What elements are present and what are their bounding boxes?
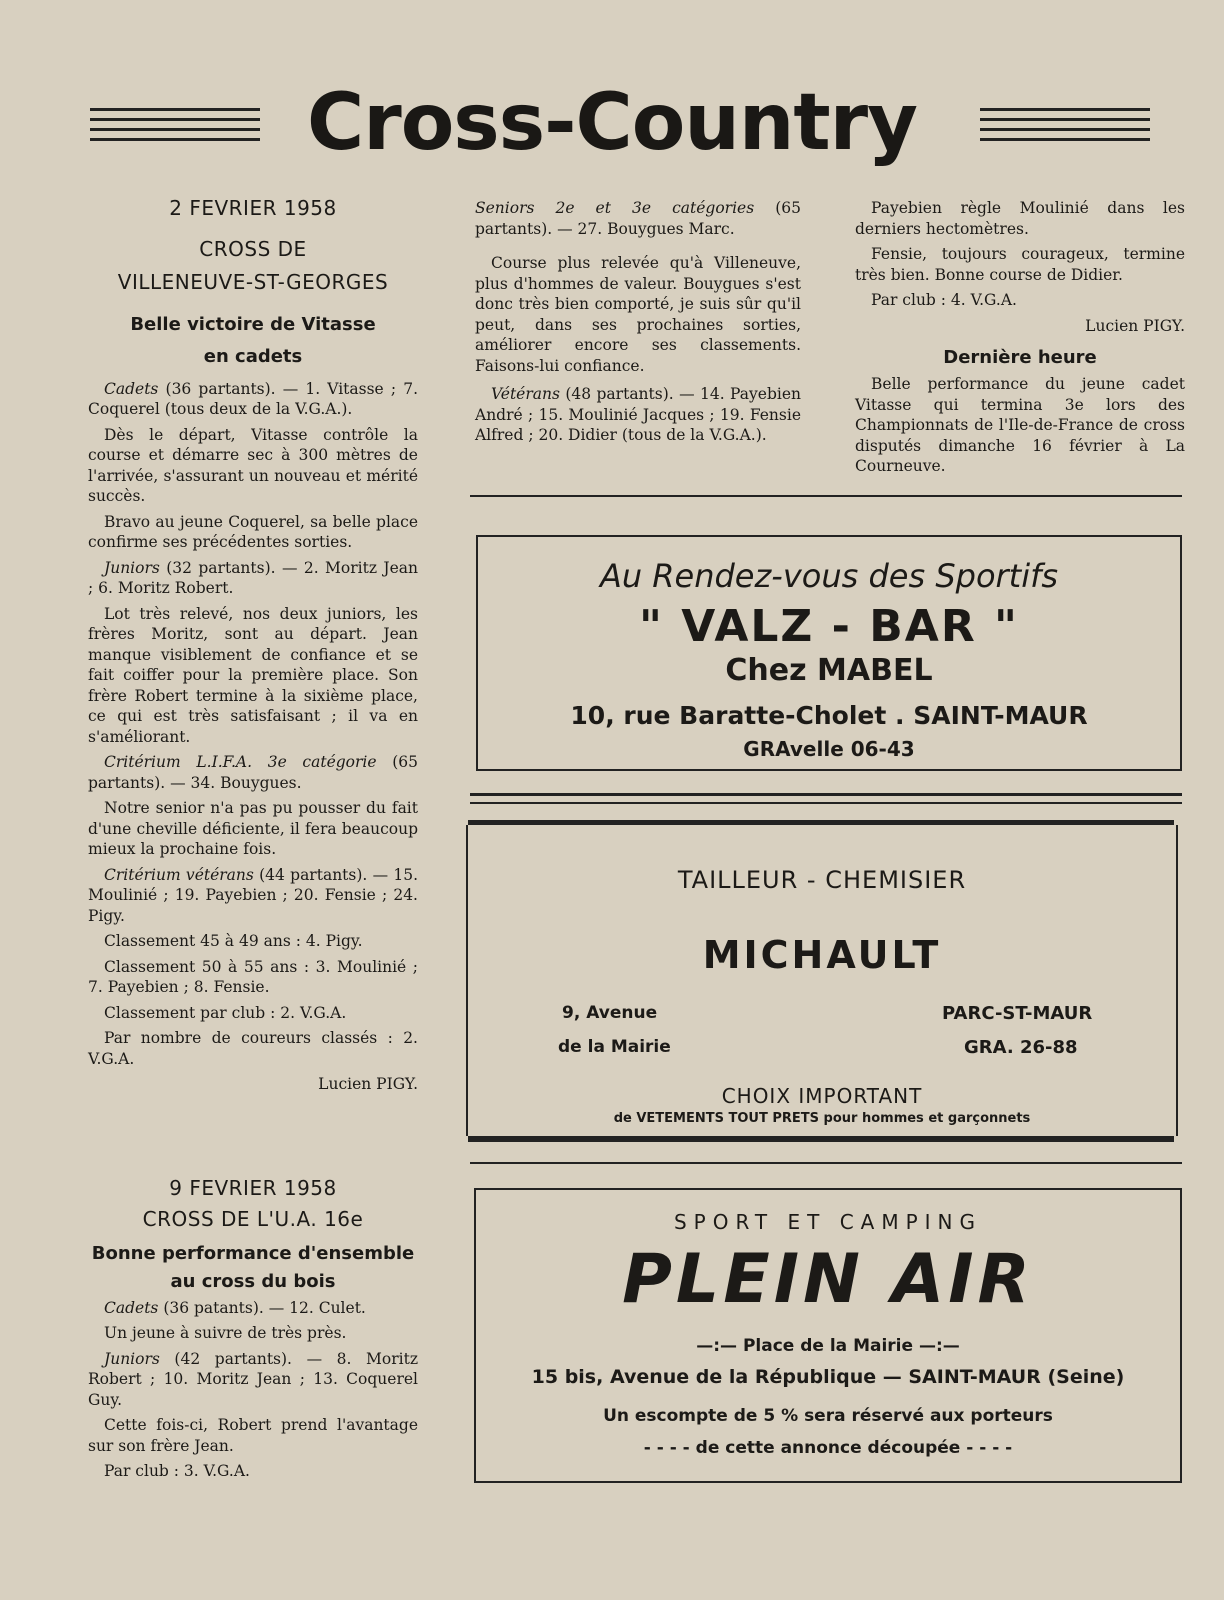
ad1-phone: GRAvelle 06-43 (743, 737, 915, 761)
ad-michault (466, 825, 1178, 1136)
divider (470, 802, 1182, 804)
article2-juniors (88, 1349, 418, 1411)
article2-subtitle-line1: Bonne performance d'ensemble (91, 1242, 415, 1264)
article1-juniors (88, 558, 418, 599)
ad2-addr-line2: de la Mairie (558, 1037, 671, 1057)
article1-cadets (88, 379, 418, 420)
article1-cadets-text: (36 partants). — 1. Vitasse ; 7. Coquerel (tous deux de la V.G.A.). (88, 379, 418, 418)
article1-title-line1: CROSS DE (199, 236, 307, 261)
article1-juniors-text: (32 partants). — 2. Moritz Jean ; 6. Moritz Robert. (88, 558, 418, 597)
ad2-addr-line1: 9, Avenue (562, 1003, 658, 1023)
col2-p1: Course plus relevée qu'à Villeneuve, plus d'hommes de valeur. Bouygues s'est donc très bien comporté, je suis sûr qu'il peut, dans ses prochaines sorties, améliorer encore ses classements. Faisons-lui confiance. (475, 254, 801, 375)
col2-seniors (475, 198, 801, 239)
col2-veterans-text: (48 partants). — 14. Payebien André ; 15. Moulinié Jacques ; 19. Fensie Alfred ; 20. Didier (tous de la V.G.A.). (475, 385, 801, 444)
article1-title-line2: VILLENEUVE-ST-GEORGES (117, 269, 389, 294)
col3-p4: Belle performance du jeune cadet Vitasse qui termina 3e lors des Championnats de l'Ile-de-France de cross disputés dimanche 16 février à La Courneuve. (855, 375, 1185, 475)
ad1-owner: Chez MABEL (725, 653, 933, 688)
ad3-discount-line1: Un escompte de 5 % sera réservé aux porteurs (603, 1406, 1053, 1426)
col3-p3: Par club : 4. V.G.A. (871, 291, 1017, 309)
article1-juniors-label: Juniors (104, 558, 160, 577)
col3-signature: Lucien PIGY. (1085, 316, 1185, 335)
col3-p1: Payebien règle Moulinié dans les derniers hectomètres. (855, 199, 1185, 238)
article1-critvet-text: (44 partants). — 15. Moulinié ; 19. Payebien ; 20. Fensie ; 24. Pigy. (88, 865, 418, 925)
article2-juniors-label: Juniors (104, 1349, 160, 1368)
col2-veterans-label: Vétérans (491, 385, 560, 403)
article1-p8: Par nombre de coureurs classés : 2. V.G.A. (88, 1029, 418, 1068)
article1-criterium (88, 752, 418, 793)
article2-juniors-text: (42 partants). — 8. Moritz Robert ; 10. Moritz Jean ; 13. Coquerel Guy. (88, 1349, 418, 1409)
divider (470, 793, 1182, 796)
article1-p6: Classement 50 à 55 ans : 3. Moulinié ; 7. Payebien ; 8. Fensie. (88, 957, 418, 996)
ad3-discount-line2: - - - - de cette annonce découpée - - - - (643, 1438, 1013, 1458)
article1-p4: Notre senior n'a pas pu pousser du fait d'une cheville déficiente, il fera beaucoup mieux la prochaine fois. (88, 799, 418, 858)
article1-date: 2 FEVRIER 1958 (169, 196, 337, 220)
col2-seniors-label: Seniors 2e et 3e catégories (475, 199, 755, 217)
article1-p3: Lot très relevé, nos deux juniors, les frères Moritz, sont au départ. Jean manque visiblement de confiance et se fait coiffer pour la première place. Son frère Robert termine à la sixième place, ce qui est très satisfaisant ; il va en s'améliorant. (88, 604, 418, 746)
ad1-address: 10, rue Baratte-Cholet . SAINT-MAUR (570, 701, 1088, 730)
article1-p2: Bravo au jeune Coquerel, sa belle place confirme ses précédentes sorties. (88, 512, 418, 551)
divider (470, 1162, 1182, 1164)
article2-title: CROSS DE L'U.A. 16e (142, 1206, 364, 1231)
article1-criterium-veterans (88, 865, 418, 927)
ad1-name: " VALZ - BAR " (639, 601, 1019, 652)
ad3-name: PLEIN AIR (622, 1240, 1034, 1319)
article2-subtitle (88, 1240, 418, 1296)
article1-criterium-label: Critérium L.I.F.A. 3e catégorie (104, 753, 377, 771)
ad1-tagline: Au Rendez-vous des Sportifs (599, 557, 1059, 595)
ad2-name: MICHAULT (702, 933, 942, 977)
ad2-choice: CHOIX IMPORTANT (721, 1084, 923, 1108)
article1-criterium-text: (65 partants). — 34. Bouygues. (88, 753, 419, 792)
ad3-place: —:— Place de la Mairie —:— (696, 1336, 960, 1356)
article2-subtitle-line2: au cross du bois (170, 1270, 336, 1292)
col2-veterans (475, 384, 801, 446)
article1-subtitle-line1: Belle victoire de Vitasse (130, 313, 376, 335)
article1-cadets-label: Cadets (104, 379, 159, 398)
article1-signature: Lucien PIGY. (318, 1075, 418, 1093)
article1-critvet-label: Critérium vétérans (104, 865, 254, 884)
ad3-address: 15 bis, Avenue de la République — SAINT-MAUR (Seine) (531, 1366, 1125, 1388)
ad-plein-air (474, 1188, 1182, 1483)
col3-heading: Dernière heure (943, 347, 1097, 368)
article-column-1 (88, 198, 418, 1100)
article1-subtitle (88, 309, 418, 373)
ad2-bottom-bar (468, 1136, 1174, 1142)
article-column-2 (475, 198, 801, 451)
article2-p3: Par club : 3. V.G.A. (104, 1462, 250, 1480)
article1-p1: Dès le départ, Vitasse contrôle la course et démarre sec à 300 mètres de l'arrivée, s'assurant un nouveau et mérité succès. (88, 425, 418, 505)
ad-valz-bar (476, 535, 1182, 771)
page-title: Cross-Country (306, 78, 917, 168)
article2-column (88, 1178, 418, 1487)
ad2-phone: GRA. 26-88 (964, 1037, 1078, 1058)
article2-p1: Un jeune à suivre de très près. (104, 1324, 347, 1342)
article1-p7: Classement par club : 2. V.G.A. (104, 1003, 347, 1022)
article-column-3 (855, 198, 1185, 482)
article1-p5: Classement 45 à 49 ans : 4. Pigy. (104, 932, 363, 950)
article2-p2: Cette fois-ci, Robert prend l'avantage sur son frère Jean. (88, 1416, 418, 1455)
ad2-trade: TAILLEUR - CHEMISIER (677, 866, 967, 894)
ad2-choice-detail: de VETEMENTS TOUT PRETS pour hommes et garçonnets (613, 1111, 1031, 1126)
article2-cadets (88, 1298, 418, 1319)
article2-date: 9 FEVRIER 1958 (169, 1176, 337, 1200)
article1-subtitle-line2: en cadets (203, 345, 303, 367)
ad3-category: SPORT ET CAMPING (673, 1210, 983, 1234)
article2-cadets-text: (36 patants). — 12. Culet. (158, 1298, 366, 1317)
col3-p2: Fensie, toujours courageux, termine très bien. Bonne course de Didier. (855, 245, 1185, 284)
col2-seniors-text: (65 partants). — 27. Bouygues Marc. (475, 199, 801, 238)
ad2-city: PARC-ST-MAUR (942, 1003, 1093, 1024)
article2-cadets-label: Cadets (104, 1298, 159, 1317)
divider (470, 495, 1182, 497)
